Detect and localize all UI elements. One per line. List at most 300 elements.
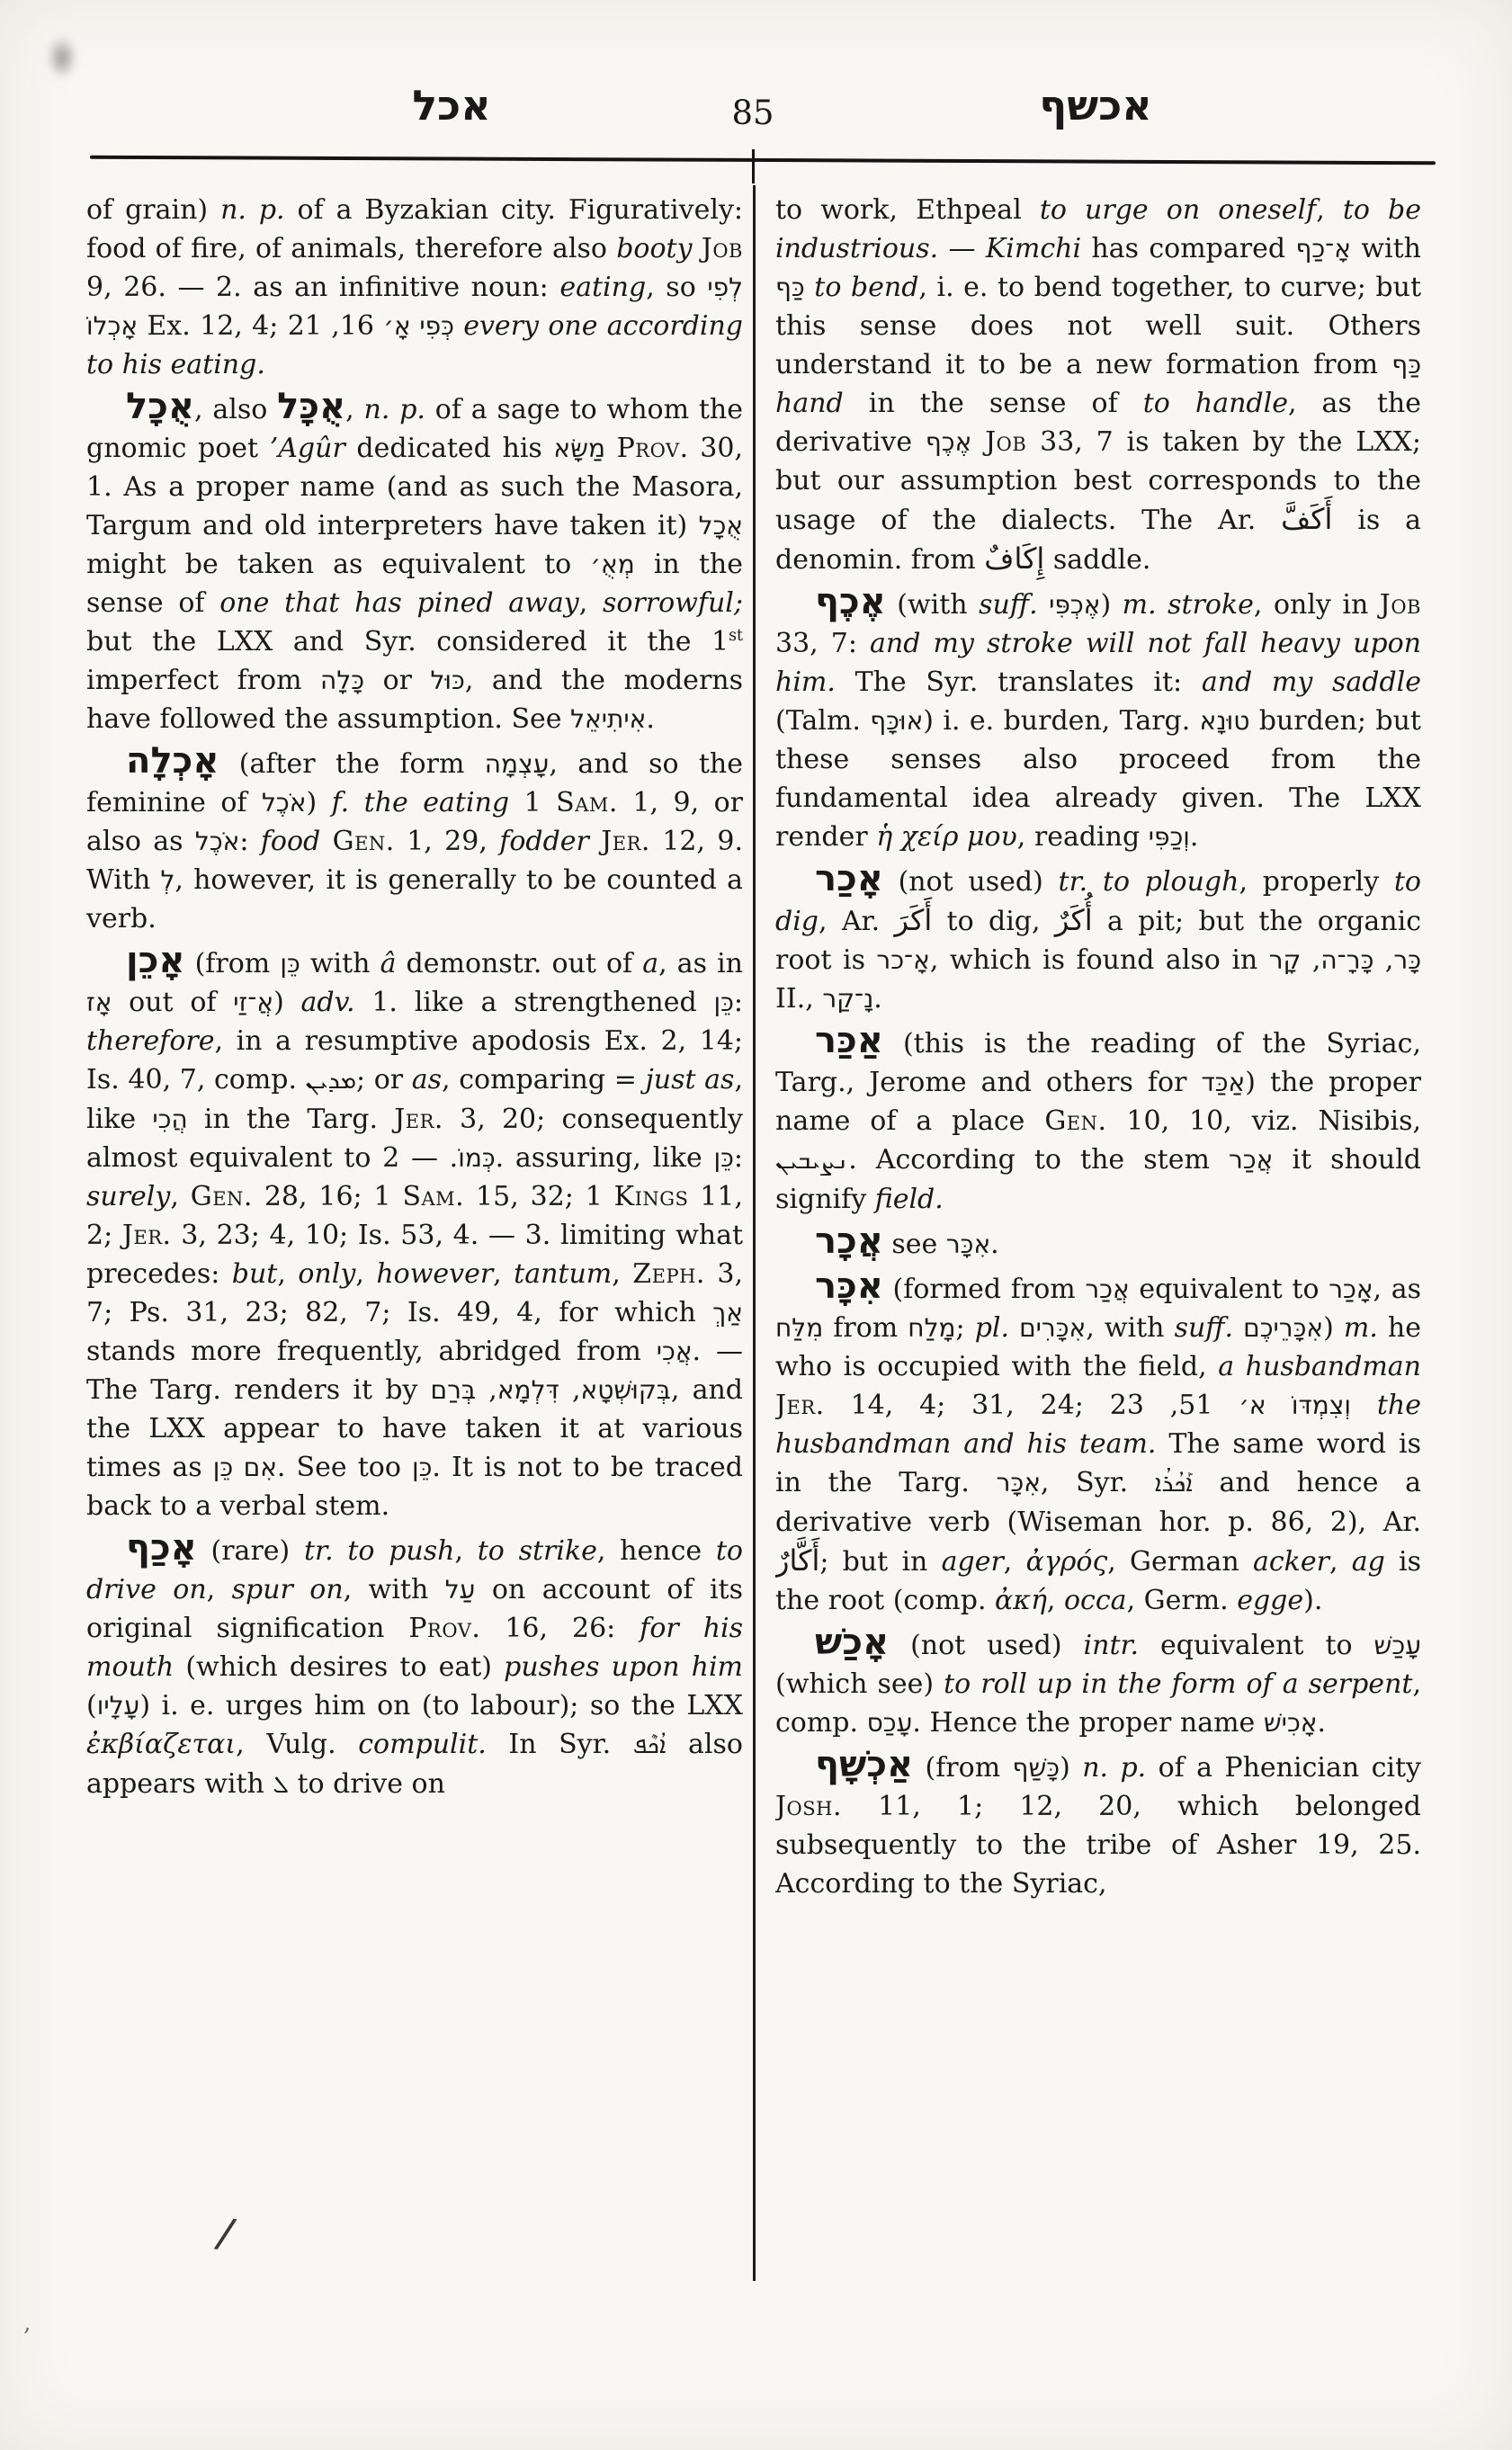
text-run: أَكَّارٌ <box>775 1543 820 1578</box>
text-run: st <box>729 627 743 645</box>
text-run: . <box>1189 821 1199 853</box>
entry-headword: אָכֵן <box>126 940 185 981</box>
text-run: II., <box>775 983 823 1015</box>
text-run: food <box>260 826 321 857</box>
text-run: , like <box>86 1064 743 1135</box>
text-run: ). <box>1303 1585 1323 1616</box>
text-run: ܢܨܝܒܝܢ <box>775 1147 849 1175</box>
text-run: n. p. <box>363 394 425 425</box>
text-run: Gen. <box>1044 1105 1107 1137</box>
text-run: , in a resumptive apodosis Ex. 2, 14; Is. 40, 7, comp. <box>86 1025 743 1095</box>
entry-paragraph <box>775 860 1421 1018</box>
text-run: (this is the reading of the Syriac, Targ., Jerome and others for <box>775 1028 1421 1098</box>
text-run: אִכָּר <box>996 1468 1041 1498</box>
text-run: ܐܳܟܶܦ <box>632 1731 667 1759</box>
text-run: The Syr. translates it: <box>835 666 1202 698</box>
text-run: 30, 1. As a proper name (and as such the Masora, Targum and old interpreters have taken it) <box>86 433 743 541</box>
text-run: to dig, <box>932 906 1055 937</box>
text-run: m. <box>1343 1312 1378 1344</box>
entry-paragraph <box>86 388 743 738</box>
text-run: a husbandman <box>1218 1351 1421 1382</box>
text-run: ܡܕܝܢ <box>305 1067 356 1095</box>
text-run: — <box>938 233 986 264</box>
text-run: equivalent to <box>1139 1630 1374 1661</box>
text-run: כֵּן <box>411 1453 433 1482</box>
text-run: 1, 9, or also as <box>86 787 743 857</box>
text-run: אֻכָל <box>698 511 743 541</box>
entry-headword: אֻכָּל <box>277 386 346 427</box>
text-run: . — The Targ. renders it by <box>86 1336 743 1406</box>
text-run: compulit. <box>358 1729 487 1760</box>
text-run: Jer. <box>121 1220 172 1251</box>
text-run: כֵּן <box>713 1143 734 1173</box>
text-run: n. p. <box>220 194 285 226</box>
text-run: 11, 1; 12, 20, which belonged subsequently to the tribe of Asher 19, 25. According to the Syriac, <box>775 1791 1421 1900</box>
text-run: כָּר <box>1393 945 1421 975</box>
text-run: but the LXX and Syr. considered it the 1 <box>86 626 729 657</box>
entry-paragraph <box>775 1222 1421 1264</box>
text-run: أَكَرَ <box>894 903 933 937</box>
text-run: and hence a derivative verb (Wiseman hor. p. 86, 2), Ar. <box>775 1467 1421 1538</box>
text-run: intr. <box>1083 1630 1140 1661</box>
scan-smudge <box>47 36 77 79</box>
text-run: in the Targ. <box>187 1104 395 1135</box>
text-run: (rare) <box>196 1535 304 1567</box>
scan-artifact-quote: ‚ <box>23 2310 31 2337</box>
text-run: (from <box>184 948 281 979</box>
text-run: acker <box>1252 1546 1329 1578</box>
text-run: Jer. <box>775 1390 825 1421</box>
text-run: in the sense of <box>843 388 1143 419</box>
text-run: כָּרָ־ה <box>1320 945 1374 975</box>
text-run: , reading <box>1016 821 1149 853</box>
text-run: , <box>170 1181 191 1212</box>
text-run: : <box>733 1142 743 1174</box>
text-run: כְּפִי אָ׳ <box>383 311 454 341</box>
entry-paragraph <box>775 583 1421 856</box>
text-run: of grain) <box>86 194 221 226</box>
text-run: n. p. <box>1082 1752 1147 1784</box>
text-run <box>605 433 617 464</box>
text-run: עָכַס <box>866 1708 913 1738</box>
text-run: , as <box>1373 1274 1421 1305</box>
text-run: . — 2. assuring, like <box>382 1142 714 1174</box>
text-run: אֲ־זַי <box>233 988 274 1017</box>
text-run: tr. to push <box>303 1535 455 1567</box>
text-run: to urge on oneself <box>1039 194 1317 226</box>
text-run: ) i. e. urges him on (to labour); so the LXX <box>139 1690 743 1721</box>
text-run: as <box>411 1064 443 1095</box>
text-run: מַשָּׂא <box>553 434 605 463</box>
entry-headword: אֻכָל <box>126 386 194 427</box>
entry-headword: אָכַר <box>815 858 883 899</box>
text-run: כְּמוֹ <box>458 1143 496 1173</box>
text-run <box>1038 589 1050 621</box>
text-run: pl. <box>974 1312 1010 1344</box>
text-run: of a Phenician city <box>1146 1752 1421 1784</box>
entry-paragraph <box>775 1623 1421 1742</box>
text-run: is a denomin. from <box>775 505 1421 576</box>
entry-headword: אִכָּר <box>815 1265 883 1307</box>
entry-paragraph <box>775 1022 1421 1219</box>
text-run: וְצִמְדּוֹ א׳ <box>1239 1390 1352 1420</box>
text-run: אֲכַר <box>1228 1145 1274 1175</box>
text-run: , as the derivative <box>775 388 1421 458</box>
text-run: , only in <box>1253 589 1380 621</box>
text-run: בְּקוּשְׁטָא <box>580 1375 671 1405</box>
text-run <box>971 426 985 458</box>
entry-headword: אָכַשׁ <box>815 1622 890 1663</box>
text-run: עָלָיו <box>96 1691 140 1721</box>
text-run: כֵּן <box>280 949 300 979</box>
entry-paragraph <box>86 742 743 938</box>
text-run: , as in <box>658 948 743 979</box>
text-run: טוּנָא <box>1199 706 1250 736</box>
text-run: In Syr. <box>486 1729 633 1760</box>
text-run: 10, 10, viz. Nisibis, <box>1106 1105 1421 1137</box>
text-run: אִכָּר <box>945 1229 991 1259</box>
text-run: אַכַּד <box>1201 1068 1246 1097</box>
text-run: 12, 9. With <box>86 826 743 896</box>
text-run: with <box>1350 233 1421 264</box>
text-run: 3, 7; Ps. 31, 23; 82, 7; Is. 49, 4, for which <box>86 1258 743 1328</box>
text-run: , <box>1046 1585 1064 1616</box>
text-run: إِكَافٌ <box>984 541 1045 576</box>
text-run: אִכָּרִים <box>1019 1313 1087 1343</box>
text-run: (from <box>913 1752 1013 1784</box>
text-run: in the sense of <box>86 549 743 619</box>
text-run: , with <box>1086 1312 1175 1344</box>
text-run: מָלַח <box>908 1313 956 1343</box>
text-run: see <box>882 1229 946 1260</box>
text-run: קָר <box>1268 945 1302 975</box>
text-run: 1, 29, <box>394 826 500 857</box>
entry-headword: אָכַף <box>126 1527 197 1569</box>
text-run: . See too <box>276 1452 412 1483</box>
text-run: 51, 23 <box>1109 1390 1377 1421</box>
text-run: (not used) <box>882 866 1059 898</box>
entry-paragraph <box>775 1746 1421 1903</box>
text-run <box>320 826 332 857</box>
text-run: one that has pined away <box>219 587 579 619</box>
text-run: אִכָּרֵיכֶם <box>1243 1313 1324 1343</box>
text-run: , <box>206 1574 232 1605</box>
text-run: , hence <box>596 1535 716 1567</box>
text-run: כַּף <box>1391 350 1421 380</box>
text-run: stands more frequently, abridged from <box>86 1336 657 1367</box>
text-run: or <box>364 665 431 696</box>
text-run: (which desires to eat) <box>174 1651 505 1683</box>
text-run: מִלַּח <box>775 1313 824 1343</box>
text-run: . <box>990 1229 999 1260</box>
text-run: , <box>345 394 364 425</box>
entry-headword: אֲכָר <box>815 1221 883 1262</box>
text-run: a pit; but the organic root is <box>775 906 1421 976</box>
text-run: spur on <box>231 1574 344 1605</box>
text-run: eating <box>559 272 647 303</box>
text-run: , comparing = <box>442 1064 646 1095</box>
text-run: אִיתִיאֵל <box>570 704 647 734</box>
text-run: אֲכִי <box>656 1337 693 1366</box>
text-run: אֹכֶל <box>194 827 240 856</box>
text-run: , <box>493 1258 514 1290</box>
text-run <box>589 826 601 857</box>
text-run: ܐܰܟּܳܪܳܐ <box>1154 1470 1193 1498</box>
text-run: the husbandman and his team. <box>775 1390 1421 1460</box>
text-run: , and so the feminine of <box>86 748 743 818</box>
entry-paragraph <box>86 942 743 1525</box>
text-run: hand <box>775 388 844 419</box>
text-run: לְפִי אָכְלוֹ <box>86 273 743 341</box>
text-run: ἀγρός <box>1025 1546 1108 1578</box>
text-run: כּוּל <box>430 666 465 695</box>
text-run: of a Byzakian city. Figuratively: food of fire, of animals, therefore also <box>86 194 743 264</box>
text-run: . <box>1317 1707 1327 1739</box>
header-catchword-right: אכשף <box>1039 81 1152 130</box>
header-rule-tick <box>752 149 755 183</box>
text-run: is the root (comp. <box>775 1546 1421 1616</box>
text-run: ἡ χείρ μου <box>876 821 1017 853</box>
text-run: Kimchi <box>985 233 1082 264</box>
text-run: עָצְמָה <box>484 749 550 779</box>
text-run: however <box>376 1258 494 1290</box>
text-run: , <box>1301 944 1321 976</box>
text-run: The same word is in the Targ. <box>775 1428 1421 1498</box>
entry-headword: אַכְשָׁף <box>815 1744 914 1785</box>
text-run <box>1233 1312 1243 1344</box>
text-run: הֲכִי <box>152 1104 188 1134</box>
text-run: booty <box>616 233 693 264</box>
text-run: , <box>559 1374 581 1406</box>
text-run: Gen. <box>190 1181 253 1212</box>
continuation-paragraph <box>86 191 743 384</box>
text-run: ) <box>1100 589 1123 621</box>
text-run: 15, 32; 1 <box>464 1181 614 1212</box>
text-run: â <box>380 948 397 979</box>
text-run: suff. <box>979 589 1038 621</box>
text-run: ܠ <box>273 1771 289 1799</box>
text-run: therefore <box>86 1025 215 1057</box>
text-run: , Germ. <box>1126 1585 1238 1616</box>
text-run: only <box>298 1258 356 1290</box>
text-run: ’Agûr <box>269 433 345 464</box>
text-run: field. <box>874 1184 944 1215</box>
text-run <box>805 272 815 303</box>
header-catchword-left: אכל <box>412 81 491 130</box>
text-run: 1 <box>509 787 557 818</box>
text-run: to work, Ethpeal <box>775 194 1040 226</box>
text-run: אָכַר <box>1329 1274 1373 1304</box>
text-run: 28, 16; 1 <box>252 1181 403 1212</box>
text-run: for his mouth <box>86 1613 743 1683</box>
text-run: , <box>578 587 603 619</box>
text-run: דִּלְמָא <box>497 1375 559 1405</box>
text-run: , <box>277 1258 299 1290</box>
text-run: , Vulg. <box>236 1729 359 1760</box>
text-run: אָכִישׁ <box>1263 1708 1318 1738</box>
text-run: מְאֻ׳ <box>590 550 635 579</box>
text-run: ag <box>1351 1546 1385 1578</box>
text-run: (formed from <box>882 1274 1086 1305</box>
text-run: egge <box>1237 1585 1304 1616</box>
text-run: , <box>1329 1546 1352 1578</box>
text-run: כֵּן <box>713 988 734 1017</box>
text-run: ) <box>1060 1752 1083 1784</box>
text-run: أَكَفَّ <box>1281 502 1333 536</box>
text-run: ) <box>306 787 332 818</box>
text-run: tr. to plough <box>1058 866 1239 898</box>
text-run: כָּשַׁף <box>1012 1753 1060 1783</box>
text-run: and my saddle <box>1201 666 1421 698</box>
text-run: עָכַשׁ <box>1373 1631 1421 1660</box>
text-run: but <box>231 1258 278 1290</box>
text-run: , properly <box>1239 866 1394 898</box>
text-run: to handle <box>1142 388 1288 419</box>
text-run: , i. e. to bend together, to curve; but this sense does not well suit. Others understand it to be a new formation from <box>775 272 1421 380</box>
text-run: . It is not to be traced back to a verbal stem. <box>86 1452 743 1522</box>
text-run: , <box>1373 944 1394 976</box>
text-run: , <box>612 1258 633 1290</box>
page-number: 85 <box>731 94 774 132</box>
text-run: אַךְ <box>712 1298 743 1328</box>
text-run: לְ <box>160 865 175 895</box>
text-run: to be industrious. <box>775 194 1421 264</box>
text-run: , <box>1003 1546 1026 1578</box>
text-run: Job <box>1379 589 1421 621</box>
scan-artifact-slash: / <box>210 2209 241 2258</box>
text-run: 14, 4; 31, 24; <box>824 1390 1110 1421</box>
text-run: , <box>454 1535 478 1567</box>
text-run: of a sage to whom the gnomic poet <box>86 394 743 464</box>
text-run: to dig <box>775 866 1421 937</box>
text-run: 11, 2; <box>86 1181 743 1251</box>
text-run: נָ־קַר <box>822 984 874 1014</box>
text-run: adv. <box>300 987 355 1018</box>
text-run: burden; but these senses also proceed from the fundamental idea already given. The LXX render <box>775 705 1421 853</box>
text-run: 16, 26: <box>480 1613 640 1644</box>
text-run: וְכַפִּי <box>1148 822 1190 852</box>
text-run: : <box>733 987 743 1018</box>
text-run: has compared <box>1081 233 1296 264</box>
text-run: occa <box>1064 1585 1127 1616</box>
text-run: , Ar. <box>819 906 895 937</box>
text-run: every one according to his eating. <box>86 310 743 380</box>
text-run: אֲכַר <box>1085 1274 1130 1304</box>
text-run: אֶכֶף <box>925 427 972 457</box>
entry-headword: אָכְלָה <box>126 740 219 782</box>
text-run: ( <box>86 1690 97 1721</box>
text-run: to drive on <box>288 1768 445 1800</box>
text-run: m. stroke <box>1122 589 1254 621</box>
text-run: Kings <box>613 1181 689 1212</box>
text-run: (which see) <box>775 1668 944 1700</box>
text-run: אוּכָּף <box>870 706 924 736</box>
text-run: 3, 23; 4, 10; Is. 53, 4. — 3. limiting what precedes: <box>86 1220 743 1290</box>
text-run: saddle. <box>1044 544 1151 576</box>
text-run: , Syr. <box>1040 1467 1155 1498</box>
text-run: and my stroke will not fall heavy upon him. <box>775 628 1421 698</box>
text-run: to roll up in the form of a serpent <box>944 1668 1413 1700</box>
text-run: equivalent to <box>1129 1274 1329 1305</box>
text-run: surely <box>86 1181 171 1212</box>
text-run: from <box>823 1312 908 1344</box>
text-run <box>693 233 702 264</box>
text-run: Gen. <box>332 826 395 857</box>
text-run: . <box>646 703 655 735</box>
text-run: (with <box>885 589 980 621</box>
text-run: , <box>1316 194 1343 226</box>
text-run: Prov. <box>616 433 689 464</box>
text-run: , comp. <box>775 1668 1421 1739</box>
text-run: אֶכְפִּי <box>1049 590 1101 620</box>
text-run: Jer. <box>394 1104 443 1135</box>
text-run: 16, 21 <box>287 310 464 342</box>
text-run: , and the LXX appear to have taken it at various times as <box>86 1374 743 1483</box>
text-run: fodder <box>499 826 589 857</box>
entry-paragraph <box>775 1267 1421 1620</box>
text-run: suff. <box>1174 1312 1234 1344</box>
text-run: ) the proper name of a place <box>775 1067 1421 1137</box>
text-run: Job <box>985 426 1027 458</box>
text-run: Prov. <box>408 1613 481 1644</box>
text-run: ) i. e. burden, Targ. <box>923 705 1200 737</box>
text-run: Job <box>701 233 743 264</box>
text-run: עַל <box>444 1575 476 1605</box>
text-run: , so <box>646 272 708 303</box>
text-run: imperfect from <box>86 665 321 696</box>
text-run: : <box>239 826 261 857</box>
text-run: כָּלָה <box>320 666 365 695</box>
left-column <box>86 191 743 2385</box>
entry-headword: אַכַּר <box>815 1020 883 1061</box>
text-run: pushes upon him <box>504 1651 743 1683</box>
text-run: to strike <box>477 1535 597 1567</box>
text-run: אָז <box>86 988 112 1017</box>
text-run: tantum <box>514 1258 613 1290</box>
text-run: 33, 7: <box>775 628 871 659</box>
text-run: demonstr. out of <box>396 948 643 979</box>
text-run: אֹכֶל <box>262 788 307 818</box>
text-run: he who is occupied with the field, <box>775 1312 1421 1382</box>
text-run: . According to the stem <box>848 1144 1229 1176</box>
text-run: f. the eating <box>331 787 510 818</box>
text-run: Jer. <box>601 826 650 857</box>
text-run: , however, it is generally to be counted a verb. <box>86 864 743 934</box>
text-run: ) <box>273 987 301 1018</box>
text-run: ; or <box>356 1064 412 1095</box>
text-run: ; but in <box>819 1546 942 1578</box>
text-run: אָ־כר <box>876 945 930 975</box>
text-run: ; <box>955 1312 975 1344</box>
text-run: to bend <box>814 272 919 303</box>
text-run: כַּף <box>775 273 805 302</box>
text-run: to drive on <box>86 1535 743 1605</box>
text-run: Ex. 12, 4; <box>138 310 288 342</box>
text-run: 3, 20; consequently almost equivalent to <box>86 1104 743 1174</box>
text-run: it should signify <box>775 1144 1421 1215</box>
text-run: Zeph. <box>632 1258 705 1290</box>
text-run: 9, 26. — 2. as an infinitive noun: <box>86 272 560 303</box>
text-run: אָ־כַף <box>1295 234 1351 264</box>
text-run: ἀκή <box>995 1585 1047 1616</box>
text-run: sorrowful; <box>603 587 743 619</box>
text-run: , also <box>193 394 278 425</box>
text-run: ager <box>941 1546 1004 1578</box>
text-run: . Hence the proper name <box>912 1707 1264 1739</box>
right-column <box>775 191 1421 2385</box>
text-run: also appears with <box>86 1729 743 1800</box>
text-run: ) <box>1323 1312 1344 1344</box>
